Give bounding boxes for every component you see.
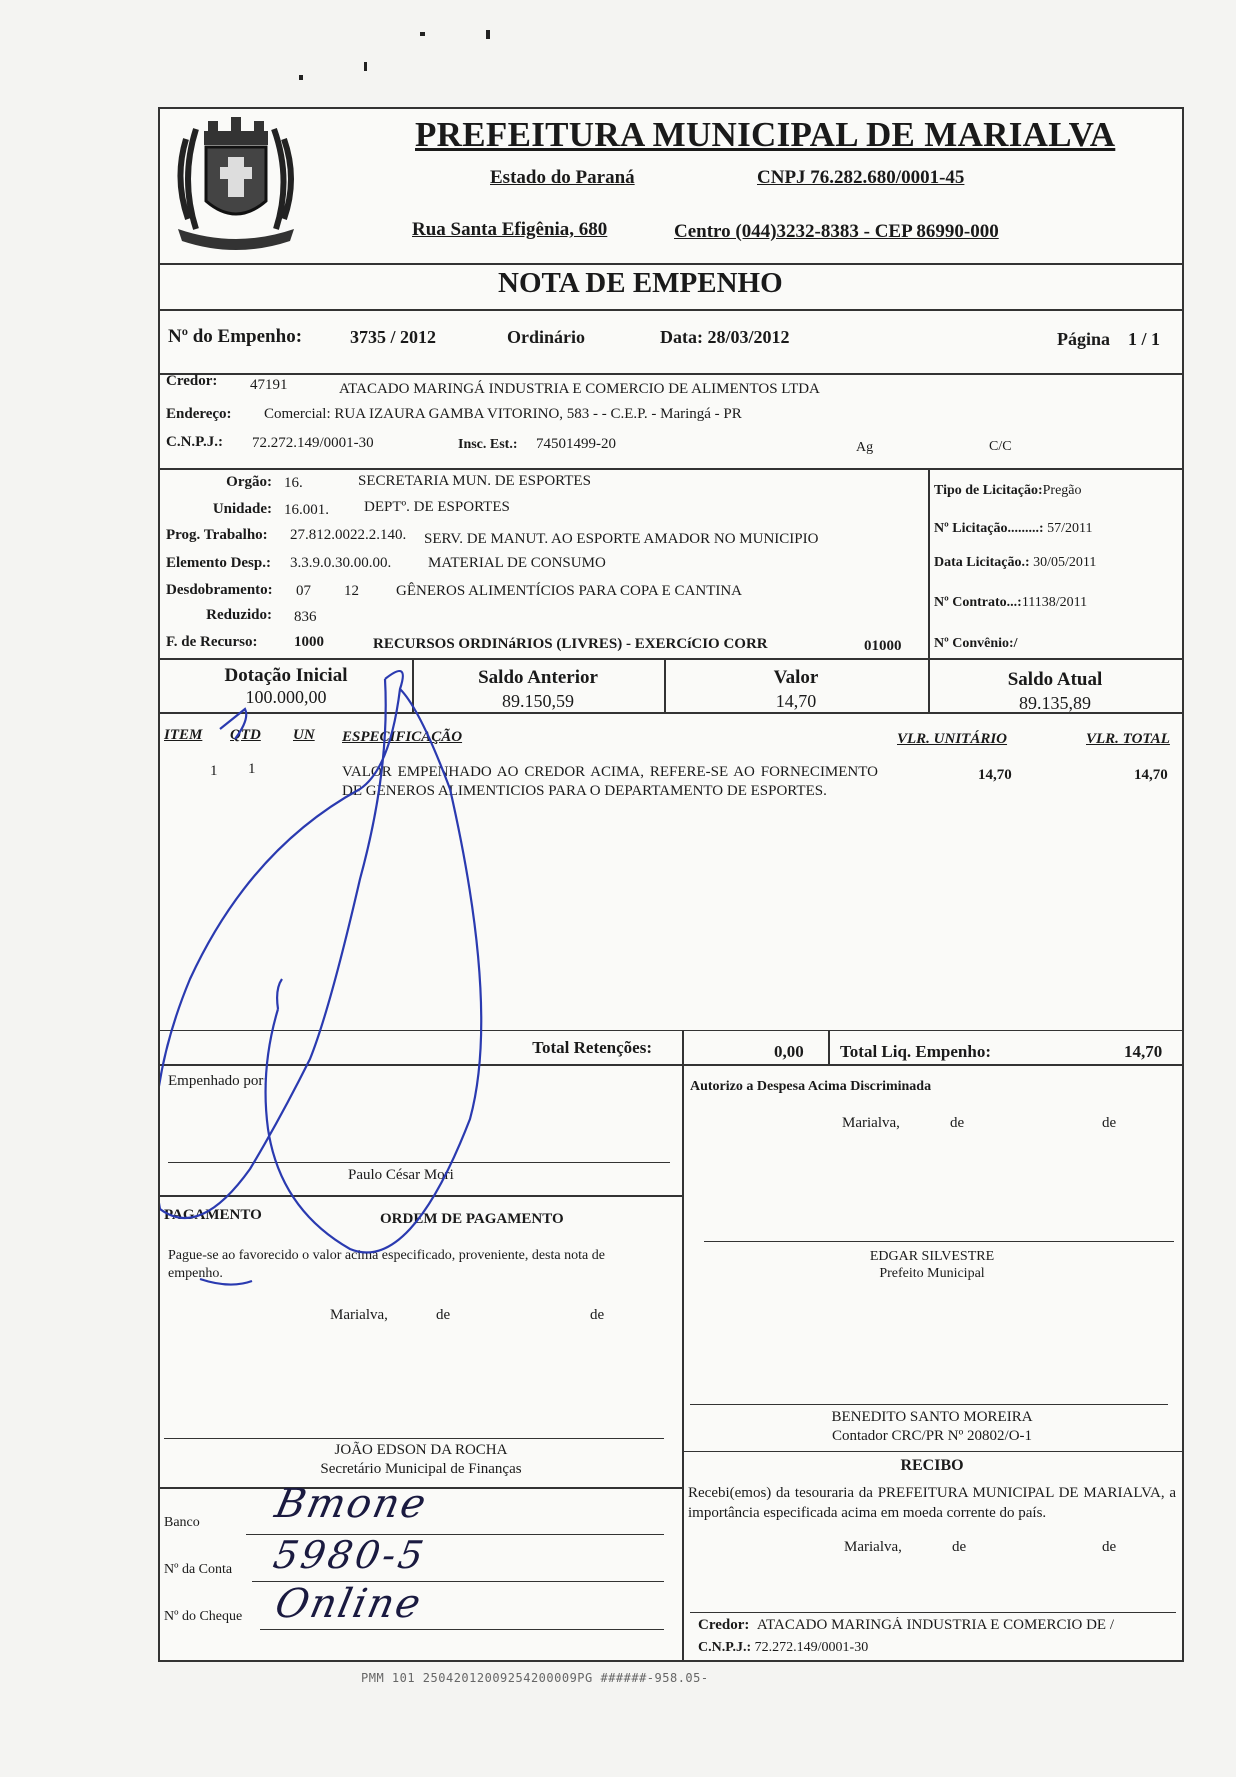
retencoes-value: 0,00 bbox=[774, 1042, 804, 1061]
credor-name: ATACADO MARINGÁ INDUSTRIA E COMERCIO DE ALIMENTOS LTDA bbox=[339, 381, 820, 397]
column-header-unit-value: VLR. UNITÁRIO bbox=[897, 731, 1008, 747]
divider bbox=[164, 1438, 664, 1439]
saldo-atual-value: 89.135,89 bbox=[1019, 693, 1091, 713]
street-address: Rua Santa Efigênia, 680 bbox=[412, 219, 608, 240]
cheque-handwritten: Online bbox=[271, 1581, 427, 1627]
prog-name: SERV. DE MANUT. AO ESPORTE AMADOR NO MUNICIPIO bbox=[424, 531, 819, 547]
divider bbox=[690, 1404, 1168, 1405]
divider bbox=[160, 309, 1182, 311]
footer-code: PMM 101 25042012009254200009PG ######-958.05- bbox=[361, 1671, 709, 1685]
empenho-number-label: Nº do Empenho: bbox=[168, 326, 303, 347]
banco-handwritten: Bmone bbox=[271, 1481, 432, 1527]
secretario-name: JOÃO EDSON DA ROCHA bbox=[334, 1442, 508, 1458]
reduzido-value: 836 bbox=[294, 609, 317, 625]
conta-handwritten: 5980-5 bbox=[270, 1533, 430, 1577]
insc-value: 74501499-20 bbox=[536, 436, 616, 452]
divider bbox=[690, 1612, 1176, 1613]
prefeitura-title: PREFEITURA MUNICIPAL DE MARIALVA bbox=[415, 115, 1116, 154]
dotacao-value: 100.000,00 bbox=[245, 687, 327, 707]
pagamento-label: PAGAMENTO bbox=[164, 1207, 262, 1223]
prefeito-name: EDGAR SILVESTRE bbox=[869, 1249, 995, 1264]
divider bbox=[828, 1030, 830, 1064]
unidade-code: 16.001. bbox=[284, 502, 329, 518]
retencoes-label: Total Retenções: bbox=[532, 1038, 652, 1057]
saldo-anterior-value: 89.150,59 bbox=[502, 691, 574, 711]
ordem-pagamento-label: ORDEM DE PAGAMENTO bbox=[380, 1211, 564, 1227]
insc-label: Insc. Est.: bbox=[458, 437, 518, 452]
credor-code: 47191 bbox=[250, 377, 288, 393]
orgao-name: SECRETARIA MUN. DE ESPORTES bbox=[358, 473, 591, 489]
convenio-label: Nº Convênio:/ bbox=[934, 636, 1018, 651]
prefeitura-cnpj: CNPJ 76.282.680/0001-45 bbox=[757, 167, 965, 188]
cc-label: C/C bbox=[989, 439, 1012, 454]
desdobramento-label: Desdobramento: bbox=[166, 582, 273, 598]
divider bbox=[682, 1064, 684, 1662]
divider bbox=[260, 1629, 664, 1630]
item-row-unit-value: 14,70 bbox=[978, 767, 1012, 783]
empenho-type: Ordinário bbox=[507, 327, 586, 347]
elemento-label: Elemento Desp.: bbox=[166, 555, 271, 571]
valor-label: Valor bbox=[773, 667, 819, 688]
empenho-date: Data: 28/03/2012 bbox=[660, 327, 790, 347]
credor-cnpj: 72.272.149/0001-30 bbox=[252, 435, 374, 451]
licitacao-number: Nº Licitação.........: 57/2011 bbox=[934, 521, 1093, 536]
desdobramento-name: GÊNEROS ALIMENTÍCIOS PARA COPA E CANTINA bbox=[396, 583, 743, 599]
autorizo-place: Marialva, bbox=[842, 1115, 900, 1131]
saldo-anterior-label: Saldo Anterior bbox=[478, 667, 598, 688]
divider bbox=[682, 1030, 684, 1064]
pagamento-de-1: de bbox=[436, 1307, 451, 1323]
recibo-credor: Credor: ATACADO MARINGÁ INDUSTRIA E COMERCIO DE / bbox=[698, 1617, 1115, 1633]
autorizo-title: Autorizo a Despesa Acima Discriminada bbox=[690, 1079, 932, 1094]
recibo-cnpj: C.N.P.J.: 72.272.149/0001-30 bbox=[698, 1640, 869, 1655]
recibo-place: Marialva, bbox=[844, 1539, 902, 1555]
divider bbox=[160, 468, 1182, 470]
desdobramento-code: 07 bbox=[296, 583, 311, 599]
prog-label: Prog. Trabalho: bbox=[166, 527, 268, 543]
contrato-number: Nº Contrato...:11138/2011 bbox=[934, 595, 1088, 610]
item-row-spec: VALOR EMPENHADO AO CREDOR ACIMA, REFERE-SE AO FORNECIMENTO DE GENEROS ALIMENTICIOS PARA O DEPARTAMENTO DE ESPORTES. bbox=[342, 764, 878, 799]
recibo-text: Recebi(emos) da tesouraria da PREFEITURA MUNICIPAL DE MARIALVA, a importância especificada acima em moeda corrente do país. bbox=[688, 1485, 1176, 1521]
nota-de-empenho-form bbox=[158, 107, 1184, 1662]
desdobramento-sub: 12 bbox=[344, 583, 359, 599]
divider bbox=[704, 1241, 1174, 1242]
recibo-title: RECIBO bbox=[900, 1457, 964, 1474]
divider bbox=[682, 1451, 1182, 1452]
state-name: Estado do Paraná bbox=[490, 167, 635, 188]
municipal-coat-of-arms bbox=[166, 109, 306, 259]
liquido-label: Total Liq. Empenho: bbox=[840, 1042, 991, 1061]
credor-label: Credor: bbox=[166, 373, 218, 389]
recurso-code: 1000 bbox=[294, 634, 324, 650]
unidade-name: DEPTº. DE ESPORTES bbox=[364, 499, 510, 515]
licitacao-date: Data Licitação.: 30/05/2011 bbox=[934, 555, 1097, 570]
item-row-total-value: 14,70 bbox=[1134, 767, 1168, 783]
elemento-code: 3.3.9.0.30.00.00. bbox=[290, 555, 392, 571]
credor-address: Comercial: RUA IZAURA GAMBA VITORINO, 583 - - C.E.P. - Maringá - PR bbox=[264, 406, 742, 422]
recibo-de-1: de bbox=[952, 1539, 967, 1555]
empenho-number: 3735 / 2012 bbox=[350, 327, 437, 347]
recurso-name: RECURSOS ORDINáRIOS (LIVRES) - EXERCíCIO CORR bbox=[373, 636, 768, 652]
contador-role: Contador CRC/PR Nº 20802/O-1 bbox=[831, 1428, 1033, 1444]
prefeito-role: Prefeito Municipal bbox=[879, 1266, 985, 1281]
divider bbox=[928, 468, 930, 658]
address-details: Centro (044)3232-8383 - CEP 86990-000 bbox=[674, 221, 999, 242]
scan-speck bbox=[486, 30, 490, 39]
scan-speck bbox=[420, 32, 425, 36]
column-header-qtd: QTD bbox=[230, 727, 261, 743]
column-header-spec: ESPECIFICAÇÃO bbox=[342, 729, 463, 745]
liquido-value: 14,70 bbox=[1124, 1042, 1163, 1061]
column-header-un: UN bbox=[293, 727, 315, 743]
pagamento-place: Marialva, bbox=[330, 1307, 388, 1323]
column-header-item: ITEM bbox=[164, 727, 203, 743]
pagamento-text: Pague-se ao favorecido o valor acima especificado, proveniente, desta nota de empenho. bbox=[168, 1248, 605, 1281]
document-title: NOTA DE EMPENHO bbox=[498, 267, 783, 299]
valor-value: 14,70 bbox=[775, 691, 817, 711]
ag-label: Ag bbox=[856, 440, 874, 455]
reduzido-label: Reduzido: bbox=[206, 607, 272, 623]
cnpj-label: C.N.P.J.: bbox=[166, 434, 223, 450]
item-row-item: 1 bbox=[210, 763, 218, 779]
address-label: Endereço: bbox=[166, 406, 232, 422]
secretario-role: Secretário Municipal de Finanças bbox=[320, 1461, 522, 1477]
empenhado-label: Empenhado por: bbox=[168, 1073, 268, 1089]
divider bbox=[160, 263, 1182, 265]
cheque-label: Nº do Cheque bbox=[164, 1609, 243, 1624]
orgao-code: 16. bbox=[284, 475, 303, 491]
page-label: Página bbox=[1057, 329, 1111, 349]
autorizo-de-1: de bbox=[950, 1115, 965, 1131]
orgao-label: Orgão: bbox=[226, 474, 272, 490]
banco-label: Banco bbox=[164, 1515, 200, 1530]
divider bbox=[160, 373, 1182, 375]
prog-code: 27.812.0022.2.140. bbox=[290, 527, 407, 543]
licitacao-type-label: Tipo de Licitação:Pregão bbox=[934, 483, 1082, 498]
column-header-total-value: VLR. TOTAL bbox=[1086, 731, 1170, 747]
unidade-label: Unidade: bbox=[212, 501, 272, 517]
recibo-de-2: de bbox=[1102, 1539, 1117, 1555]
elemento-name: MATERIAL DE CONSUMO bbox=[428, 555, 606, 571]
item-row-qtd: 1 bbox=[248, 761, 256, 777]
saldo-atual-label: Saldo Atual bbox=[1007, 669, 1103, 690]
autorizo-de-2: de bbox=[1102, 1115, 1117, 1131]
recurso-number: 01000 bbox=[864, 638, 902, 654]
dotacao-label: Dotação Inicial bbox=[224, 665, 348, 686]
contador-name: BENEDITO SANTO MOREIRA bbox=[831, 1409, 1033, 1425]
scan-speck bbox=[364, 62, 367, 71]
empenhado-name: Paulo César Mori bbox=[348, 1167, 454, 1183]
pen-scribble-signature bbox=[160, 649, 490, 1329]
pagamento-de-2: de bbox=[590, 1307, 605, 1323]
conta-label: Nº da Conta bbox=[164, 1562, 233, 1577]
recurso-label: F. de Recurso: bbox=[166, 634, 258, 650]
page-value: 1 / 1 bbox=[1128, 329, 1161, 349]
scan-speck bbox=[299, 75, 303, 80]
